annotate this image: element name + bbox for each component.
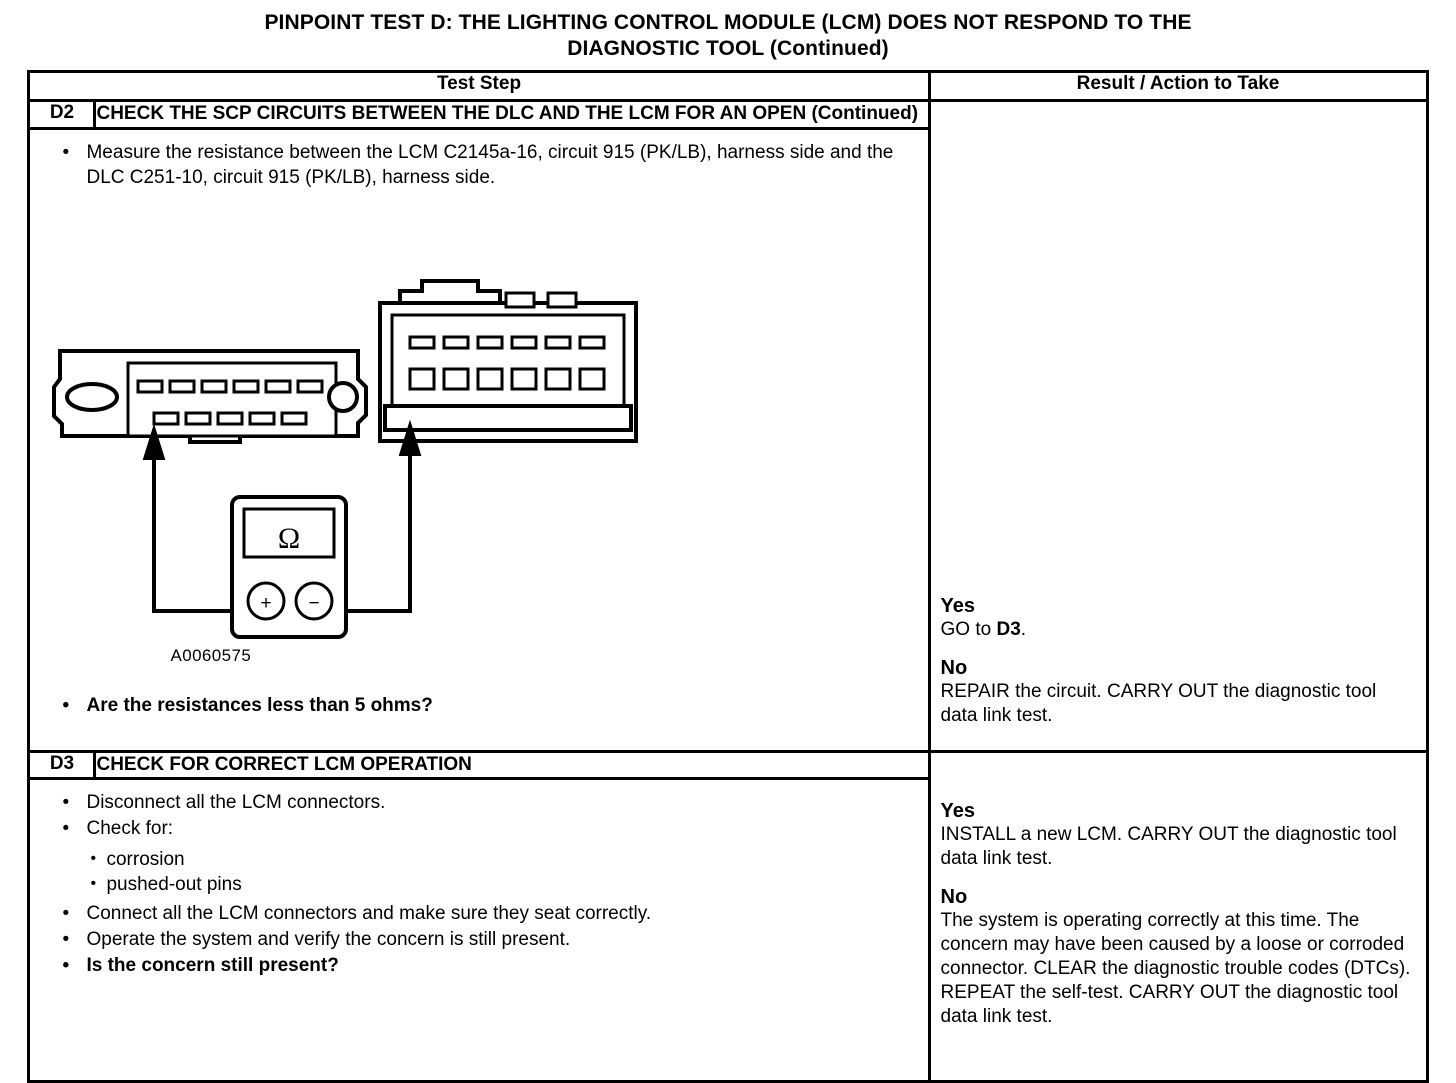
list-item-label: Disconnect all the LCM connectors.	[86, 792, 386, 813]
result-text-yes-bold: D3	[996, 619, 1021, 640]
result-yes-d3	[941, 799, 1416, 871]
list-item-label: corrosion	[106, 849, 185, 870]
column-header-result-action: Result / Action to Take	[929, 72, 1427, 101]
table-header-row	[29, 72, 1427, 101]
step-subbullet-list-d3	[40, 847, 917, 897]
probe-negative-icon: −	[308, 593, 321, 615]
result-text-yes: INSTALL a new LCM. CARRY OUT the diagnostic tool data link test.	[940, 824, 1397, 869]
table-row	[29, 752, 1427, 779]
step-body-d2	[29, 129, 929, 752]
figure-id-label: A0060575	[170, 646, 252, 666]
bullet-icon: •	[62, 929, 70, 950]
bullet-icon: •	[62, 792, 70, 813]
step-bullet-list-d3-cont	[40, 901, 917, 978]
bullet-icon: •	[62, 142, 70, 164]
bullet-icon: •	[90, 850, 97, 867]
list-item	[40, 693, 917, 718]
list-item	[40, 847, 917, 872]
list-item	[40, 953, 917, 978]
step-question-list-d2	[40, 693, 917, 718]
page-title-line2: DIAGNOSTIC TOOL (Continued)	[567, 37, 889, 60]
column-header-test-step: Test Step	[29, 72, 929, 101]
list-item	[40, 140, 917, 190]
result-text-yes-pre: GO to	[940, 619, 997, 640]
list-item	[40, 872, 917, 897]
step-id-d2: D2	[29, 101, 95, 129]
result-text-yes	[941, 618, 1416, 642]
result-text-no: REPAIR the circuit. CARRY OUT the diagnostic tool data link test.	[940, 681, 1377, 726]
pinpoint-test-table	[27, 70, 1428, 1083]
bullet-icon: •	[62, 818, 70, 839]
bullet-icon: •	[90, 875, 97, 892]
step-question-d3: Is the concern still present?	[86, 955, 339, 976]
list-item-label: Operate the system and verify the concern is still present.	[86, 929, 571, 950]
step-question-d2: Are the resistances less than 5 ohms?	[86, 695, 433, 717]
page-title	[0, 0, 1456, 70]
bullet-icon: •	[62, 903, 70, 924]
list-item	[40, 927, 917, 952]
result-label-no: No	[940, 657, 968, 679]
probe-positive-icon: +	[260, 593, 273, 615]
list-item	[40, 901, 917, 926]
list-item-label: pushed-out pins	[106, 874, 242, 895]
list-item-label: Connect all the LCM connectors and make sure they seat correctly.	[86, 903, 652, 924]
list-item	[40, 816, 917, 841]
step-heading-d3: CHECK FOR CORRECT LCM OPERATION	[95, 752, 929, 779]
step-body-d3	[29, 779, 929, 1082]
ohm-symbol: Ω	[278, 522, 301, 556]
step-bullet-list-d2	[40, 140, 917, 190]
bullet-icon: •	[62, 695, 70, 717]
result-yes-d2	[941, 594, 1416, 642]
bullet-icon: •	[62, 955, 70, 976]
result-text-yes-post: .	[1020, 619, 1027, 640]
result-label-yes: Yes	[940, 800, 975, 822]
list-item-label: Measure the resistance between the LCM C2145a-16, circuit 915 (PK/LB), harness side and the DLC C251-10, circuit 915 (PK/LB), harness side.	[86, 142, 894, 189]
result-cell-d3	[929, 752, 1427, 1082]
result-no-d2	[941, 656, 1416, 728]
page-title-line1: PINPOINT TEST D: THE LIGHTING CONTROL MODULE (LCM) DOES NOT RESPOND TO THE	[264, 11, 1192, 34]
result-no-d3	[941, 885, 1416, 1029]
step-bullet-list-d3	[40, 790, 917, 841]
connector-ohmmeter-diagram	[40, 191, 874, 691]
result-text-no: The system is operating correctly at this time. The concern may have been caused by a loose or corroded connector. CLEAR the diagnostic trouble codes (DTCs). REPEAT the self-test. CARRY OUT the diagnostic tool data link test.	[940, 910, 1411, 1027]
wiring-diagram-figure	[40, 191, 917, 691]
list-item	[40, 790, 917, 815]
result-label-yes: Yes	[940, 595, 975, 617]
step-id-d3: D3	[29, 752, 95, 779]
list-item-label: Check for:	[86, 818, 174, 839]
table-row	[29, 101, 1427, 129]
result-cell-d2	[929, 101, 1427, 752]
step-heading-d2: CHECK THE SCP CIRCUITS BETWEEN THE DLC AND THE LCM FOR AN OPEN (Continued)	[95, 101, 929, 129]
result-label-no: No	[940, 886, 968, 908]
